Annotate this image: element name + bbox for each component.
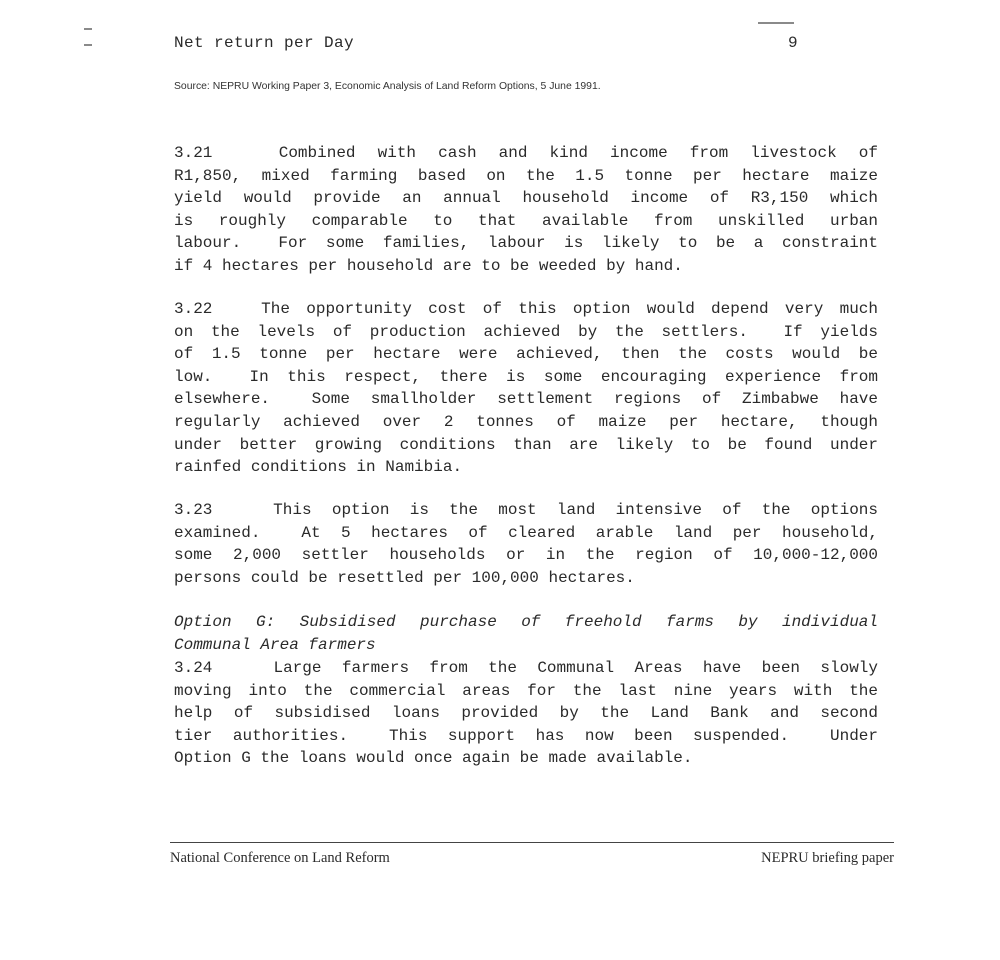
option-g-heading bbox=[174, 611, 878, 656]
text-line: R1,850, mixed farming based on the 1.5 tonne per hectare maize bbox=[174, 166, 878, 185]
text-line: examined. At 5 hectares of cleared arable land per household, bbox=[174, 523, 878, 542]
source-note: Source: NEPRU Working Paper 3, Economic Analysis of Land Reform Options, 5 June 1991. bbox=[174, 81, 601, 92]
text-line: of 1.5 tonne per hectare were achieved, then the costs would be bbox=[174, 345, 878, 364]
text-line: if 4 hectares per household are to be weeded by hand. bbox=[174, 256, 683, 275]
text-line: is roughly comparable to that available from unskilled urban bbox=[174, 211, 878, 230]
footer-conference: National Conference on Land Reform bbox=[170, 850, 390, 866]
page-number: 9 bbox=[788, 34, 798, 52]
text-line: Communal Area farmers bbox=[174, 635, 376, 654]
text-line: moving into the commercial areas for the last nine years with the bbox=[174, 681, 878, 700]
scan-mark-top-right bbox=[758, 22, 794, 24]
paragraph-3-22 bbox=[174, 298, 878, 479]
text-line: low. In this respect, there is some encouraging experience from bbox=[174, 367, 878, 386]
text-line: 3.21 Combined with cash and kind income from livestock of bbox=[174, 144, 878, 162]
text-line: Option G the loans would once again be made available. bbox=[174, 749, 693, 768]
footer-briefing: NEPRU briefing paper bbox=[761, 850, 894, 866]
text-line: 3.22 The opportunity cost of this option would depend very much bbox=[174, 300, 878, 318]
page-header-title: Net return per Day bbox=[174, 34, 355, 52]
text-line: persons could be resettled per 100,000 hectares. bbox=[174, 568, 635, 587]
paragraph-3-24 bbox=[174, 657, 878, 770]
paragraph-3-23 bbox=[174, 499, 878, 589]
text-line: help of subsidised loans provided by the Land Bank and second bbox=[174, 704, 878, 723]
text-line: yield would provide an annual household income of R3,150 which bbox=[174, 189, 878, 208]
scan-mark-top-left bbox=[84, 28, 92, 30]
text-line: tier authorities. This support has now been suspended. Under bbox=[174, 726, 878, 745]
text-line: 3.23 This option is the most land intensive of the options bbox=[174, 501, 878, 519]
text-line: 3.24 Large farmers from the Communal Areas have been slowly bbox=[174, 659, 878, 677]
text-line: labour. For some families, labour is likely to be a constraint bbox=[174, 234, 878, 253]
text-line: on the levels of production achieved by the settlers. If yields bbox=[174, 322, 878, 341]
text-line: some 2,000 settler households or in the region of 10,000-12,000 bbox=[174, 546, 878, 565]
scan-mark-top-left-2 bbox=[84, 44, 92, 46]
text-line: under better growing conditions than are likely to be found under bbox=[174, 435, 878, 454]
text-line: regularly achieved over 2 tonnes of maize per hectare, though bbox=[174, 412, 878, 431]
footer-rule bbox=[170, 842, 894, 843]
paragraph-3-21 bbox=[174, 142, 878, 278]
text-line: elsewhere. Some smallholder settlement regions of Zimbabwe have bbox=[174, 390, 878, 409]
text-line: Option G: Subsidised purchase of freehold farms by individual bbox=[174, 613, 878, 631]
text-line: rainfed conditions in Namibia. bbox=[174, 458, 463, 477]
